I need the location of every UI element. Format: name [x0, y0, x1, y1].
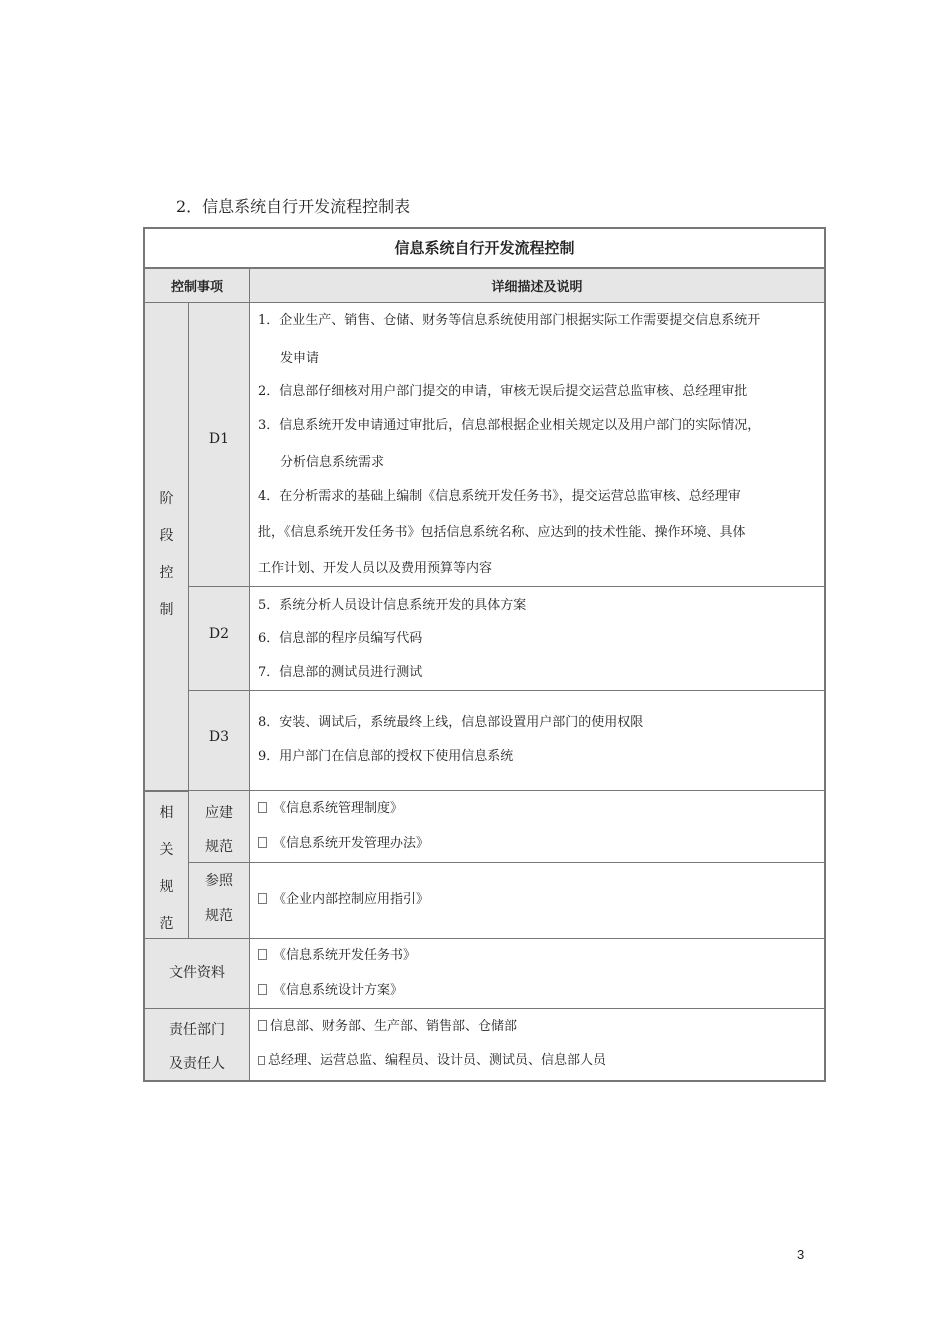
- stage-control-label: 阶 段 控 制: [159, 491, 174, 618]
- list-item: 批，《信息系统开发任务书》包括信息系统名称、应达到的技术性能、操作环境、具体: [258, 525, 746, 540]
- bullet-icon: [258, 802, 267, 813]
- responsible-cell: [145, 1009, 249, 1080]
- reference-label: 参照 规范: [205, 873, 233, 924]
- bullet-icon: [258, 837, 267, 848]
- list-item: 6．信息部的程序员编写代码: [258, 631, 423, 646]
- list-item: 《企业内部控制应用指引》: [273, 892, 430, 907]
- header-description: 详细描述及说明: [250, 269, 824, 302]
- should-build-cell: [189, 791, 249, 862]
- list-item: 工作计划、开发人员以及费用预算等内容: [258, 561, 493, 576]
- related-norms-cell: [145, 791, 188, 938]
- should-build-label: 应建 规范: [205, 805, 233, 855]
- list-item: 《信息系统设计方案》: [273, 983, 404, 998]
- bullet-icon: [258, 949, 267, 960]
- list-item: 9．用户部门在信息部的授权下使用信息系统: [258, 749, 514, 764]
- d1-label: D1: [208, 431, 230, 447]
- bullet-icon: [258, 893, 267, 904]
- bullet-icon: [258, 1020, 267, 1031]
- control-table: [143, 227, 826, 1082]
- list-item: 《信息系统开发任务书》: [273, 948, 417, 963]
- responsible-label: 责任部门 及责任人: [169, 1022, 225, 1072]
- d2-label: D2: [208, 626, 230, 642]
- list-item: 5．系统分析人员设计信息系统开发的具体方案: [258, 598, 527, 613]
- list-item: 1．企业生产、销售、仓储、财务等信息系统使用部门根据实际工作需要提交信息系统开: [258, 313, 761, 328]
- reference-cell: [189, 863, 249, 938]
- list-item: 信息部、财务部、生产部、销售部、仓储部: [270, 1019, 518, 1034]
- page-number: 3: [797, 1247, 805, 1262]
- table-title: 信息系统自行开发流程控制: [394, 239, 575, 257]
- list-item: 《信息系统管理制度》: [273, 801, 404, 816]
- documents-label: 文件资料: [169, 965, 225, 981]
- list-item: 《信息系统开发管理办法》: [273, 836, 430, 851]
- header-control-item: 控制事项: [145, 269, 249, 302]
- list-item: 分析信息系统需求: [280, 455, 385, 470]
- list-item: 4．在分析需求的基础上编制《信息系统开发任务书》，提交运营总监审核、总经理审: [258, 489, 741, 504]
- documents-cell: [145, 939, 249, 1008]
- list-item: 发申请: [280, 351, 320, 366]
- list-item: 7．信息部的测试员进行测试: [258, 665, 423, 680]
- bullet-icon: [258, 984, 267, 995]
- list-item: 2．信息部仔细核对用户部门提交的申请，审核无误后提交运营总监审核、总经理审批: [258, 384, 748, 399]
- list-item: 总经理、运营总监、编程员、设计员、测试员、信息部人员: [268, 1053, 607, 1068]
- stage-control-cell: [145, 303, 188, 790]
- list-item: 3．信息系统开发申请通过审批后，信息部根据企业相关规定以及用户部门的实际情况，: [258, 418, 761, 433]
- bullet-icon: [258, 1056, 265, 1065]
- d1-cell: [189, 303, 249, 586]
- d3-label: D3: [208, 729, 230, 745]
- d3-cell: [189, 691, 249, 790]
- list-item: 8．安装、调试后，系统最终上线，信息部设置用户部门的使用权限: [258, 715, 644, 730]
- d2-cell: [189, 587, 249, 690]
- related-norms-label: 相 关 规 范: [159, 805, 174, 932]
- section-heading: 2．信息系统自行开发流程控制表: [176, 197, 411, 216]
